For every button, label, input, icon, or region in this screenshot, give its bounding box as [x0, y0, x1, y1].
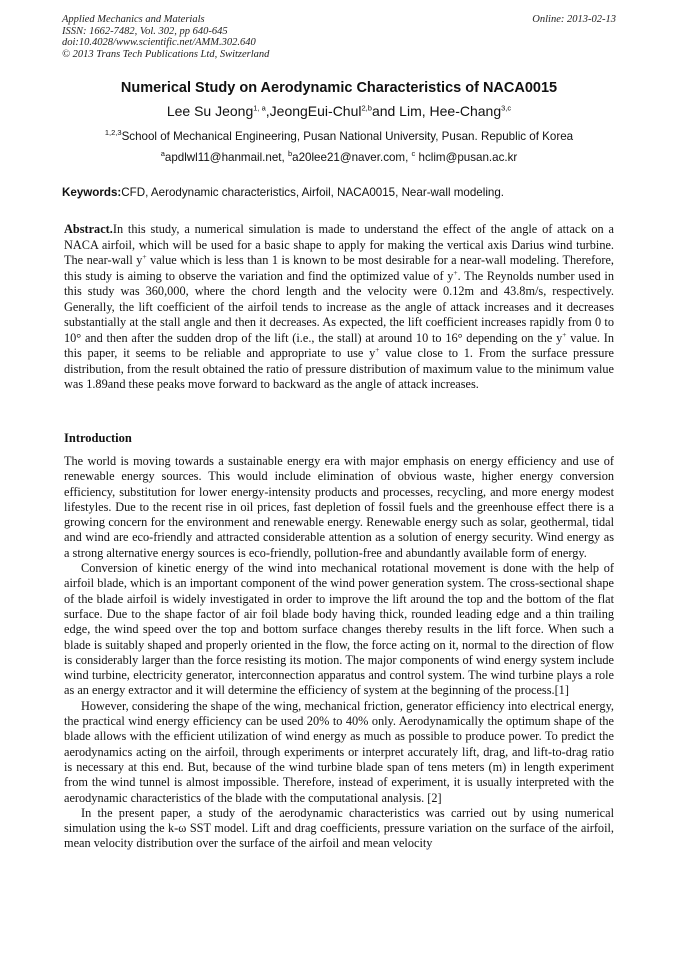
author-emails [30, 151, 648, 164]
journal-name: Applied Mechanics and Materials [62, 14, 205, 25]
yplus-superscript: + [375, 344, 380, 354]
intro-paragraph: Conversion of kinetic energy of the wind into mechanical rotational movement is done with the help of airfoil blade, which is an important component of the wind power generation system. The cross-sectional shape of the blade airfoil is widely investigated in order to improve the lift around the top and the bottom of the flat surface. Due to the shape factor of air foil blade body having thick, rounded leading edge and a thin trailing edge, the wind speed over the top and bottom surface changes thereby results in the lift force. When such a blade is suitably shaped and properly oriented in the flow, the force acting on it, normal to the direction of flow is considerably larger than the force resisting its motion. The major components of wind energy system include wind turbine, electricity generator, interconnection apparatus and control system. The wind turbine plays a role as an energy extractor and it will determine the efficiency of system at the beginning of the process.[1] [64, 561, 614, 698]
keywords-text: CFD, Aerodynamic characteristics, Airfoil, NACA0015, Near-wall modeling. [121, 186, 505, 199]
abstract-text: In this study, a numerical simulation is made to understand the effect of the angle of attack on a NACA airfoil, which will be used for a basic shape to apply for making the vertical axis Darius wind turbine. The near-wall y [64, 222, 614, 267]
online-date: Online: 2013-02-13 [532, 14, 616, 25]
abstract-text: value. In this paper, it seems to be reliable and appropriate to use y [64, 330, 614, 360]
email-c: hclim@pusan.ac.kr [415, 151, 518, 164]
author-name: ,JeongEui-Chul [265, 103, 362, 119]
email-a: apdlwl11@hanmail.net, [164, 151, 288, 164]
affiliation-superscript: 1,2,3 [104, 128, 122, 138]
introduction-body [64, 454, 614, 852]
intro-paragraph: However, considering the shape of the wing, mechanical friction, generator efficiency into electrical energy, the practical wind energy efficiency can be used 20% to 40% only. Aerodynamically the optimum shape of the blade allows with the efficient utilization of wind energy as much as possible to produce power. To predict the aerodynamics acting on the airfoil, through experiments or interpret accurately lift, drag, and lift-to-drag ratio is necessary at this end. But, because of the wind turbine blade span of tens meters (m) in length experiment from the wind tunnel is almost impossible. Therefore, instead of experiment, it is usually interpreted with the aerodynamic characteristics of the blade with the computational analysis. [2] [64, 698, 614, 805]
author-list [30, 103, 648, 119]
email-superscript: b [287, 149, 293, 159]
section-heading-introduction: Introduction [64, 431, 132, 445]
abstract-text: . The Reynolds number used in this study was 360,000, where the chord length and the velocity were 0.12m and 43.8m/s, respectively. Generally, the lift coefficient of the airfoil tends to increase as the angle of attack increases and it decreases substantially at the stall angle and then it decreases. As expected, the lift coefficient increases rapidly from 0 to 10° and then after the sudden drop of the lift (i.e., the stall) at around 10 to 16° depending on the y [64, 268, 614, 345]
yplus-superscript: + [142, 251, 147, 261]
paper-title: Numerical Study on Aerodynamic Characteristics of NACA0015 [120, 80, 558, 96]
journal-header [62, 14, 616, 60]
abstract [64, 222, 614, 393]
affiliation-text: School of Mechanical Engineering, Pusan National University, Pusan. Republic of Korea [121, 130, 574, 143]
intro-paragraph: The world is moving towards a sustainable energy era with major emphasis on energy efficiency and use of renewable energy sources. This would include elimination of obvious waste, higher energy conversion efficiency, substitution for lower energy-intensity products and processes, recycling, and more energy modest lifestyles. Due to the recent rise in oil prices, fast depletion of fossil fuels and the greenhouse effect there is a growing concern for the environment and renewable energy. Renewable energy such as solar, geothermal, tidal and wind are eco-friendly and attracted considerable attention as a solution of energy security. Wind energy as a strong alternative energy sources is eco-friendly, pollution-free and abundantly available form of energy. [64, 454, 614, 560]
author-name: and Lim, Hee-Chang [371, 103, 502, 119]
author-superscript: 3,c [501, 103, 512, 113]
keywords [62, 186, 616, 199]
affiliation [20, 130, 658, 143]
email-superscript: a [160, 149, 165, 159]
email-b: a20lee21@naver.com, [292, 151, 412, 164]
abstract-text: value close to 1. From the surface pressure distribution, from the result obtained the ratio of pressure distribution of maximum value to the minimum value was 1.89and these peaks move forward to backward as the angle of attack increases. [64, 346, 614, 391]
doi-line: doi:10.4028/www.scientific.net/AMM.302.640 [62, 37, 256, 48]
issn-line: ISSN: 1662-7482, Vol. 302, pp 640-645 [62, 25, 228, 37]
yplus-superscript: + [562, 329, 567, 339]
keywords-label: Keywords: [62, 186, 122, 199]
author-superscript: 2,b [361, 103, 372, 113]
author-name: Lee Su Jeong [166, 103, 254, 119]
email-superscript: c [411, 149, 416, 159]
abstract-text: value which is less than 1 is known to be most desirable for a near-wall modeling. Therefore, this study is aiming to observe the variation and find the optimized value of y [64, 253, 614, 283]
author-superscript: 1, a [253, 103, 266, 113]
abstract-label: Abstract. [64, 222, 113, 236]
copyright-line: © 2013 Trans Tech Publications Ltd, Switzerland [62, 48, 270, 60]
intro-paragraph: In the present paper, a study of the aerodynamic characteristics was carried out by using numerical simulation using the k-ω SST model. Lift and drag coefficients, pressure variation on the surface of the airfoil, mean velocity distribution over the surface of the airfoil and mean velocity [64, 805, 614, 851]
yplus-superscript: + [453, 267, 458, 277]
